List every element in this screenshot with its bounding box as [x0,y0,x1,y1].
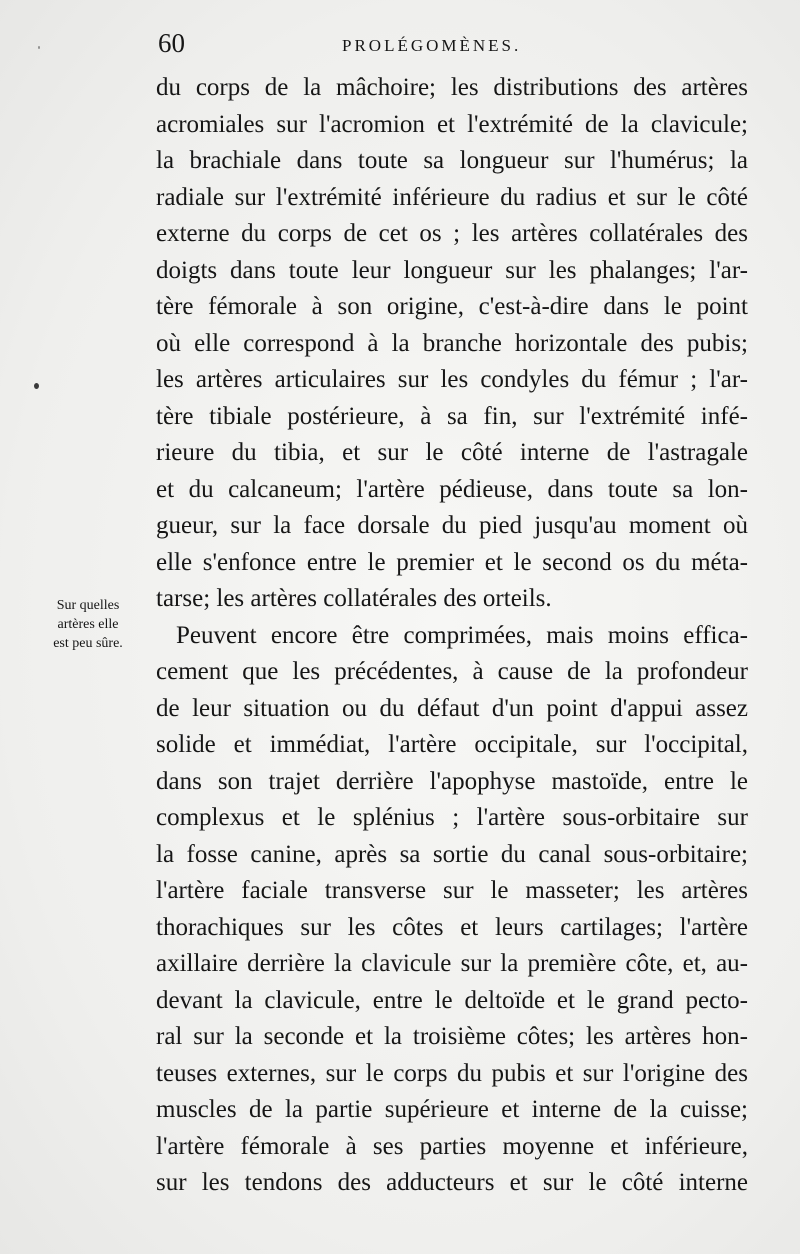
text-line: devant la clavicule, entre le deltoïde et le grand pecto- [156,986,748,1014]
paragraph-first-line: Peuvent encore être comprimées, mais moins effica- [176,621,748,649]
text-line: teuses externes, sur le corps du pubis et sur l'origine des [156,1059,748,1087]
text-line: gueur, sur la face dorsale du pied jusqu'au moment où [156,512,748,539]
text-line: solide et immédiat, l'artère occipitale, sur l'occipital, [156,731,748,758]
text-line: cement que les précédentes, à cause de la profondeur [156,658,748,685]
text-line: tère fémorale à son origine, c'est-à-dire dans le point [156,293,748,320]
text-line: doigts dans toute leur longueur sur les phalanges; l'ar- [156,256,748,284]
text-line: acromiales sur l'acromion et l'extrémité de la clavicule; [156,110,748,138]
text-line: ral sur la seconde et la troisième côtes; les artères hon- [156,1023,748,1050]
margin-note [28,596,148,653]
text-line: la brachiale dans toute sa longueur sur l'humérus; la [156,147,748,174]
text-line: les artères articulaires sur les condyles du fémur ; l'ar- [156,366,748,393]
text-line: axillaire derrière la clavicule sur la première côte, et, au- [156,950,748,977]
running-head [158,28,748,64]
margin-note-line: est peu sûre. [53,636,123,651]
margin-note-line: Sur quelles [56,598,120,613]
text-line: du corps de la mâchoire; les distributions des artères [156,74,748,101]
margin-note-line: artères elle [57,617,119,632]
text-line: elle s'enfonce entre le premier et le second os du méta- [156,548,748,576]
text-line: de leur situation ou du défaut d'un point d'appui assez [156,694,748,722]
text-line: radiale sur l'extrémité inférieure du radius et sur le côté [156,183,748,211]
text-line: complexus et le splénius ; l'artère sous-orbitaire sur [156,804,748,831]
body-text [156,70,748,1202]
text-line: muscles de la partie supérieure et interne de la cuisse; [156,1096,748,1123]
page-number: 60 [158,28,185,58]
text-line: sur les tendons des adducteurs et sur le côté interne [156,1169,748,1196]
ink-speck [38,46,40,49]
text-line: externe du corps de cet os ; les artères collatérales des [156,220,748,247]
text-line: et du calcaneum; l'artère pédieuse, dans toute sa lon- [156,475,748,503]
text-line: tarse; les artères collatérales des orteils. [156,585,552,612]
ink-speck [34,383,39,389]
running-title: PROLÉGOMÈNES. [342,36,522,55]
text-line: l'artère fémorale à ses parties moyenne et inférieure, [156,1132,748,1160]
text-line: thorachiques sur les côtes et leurs cartilages; l'artère [156,913,748,941]
text-line: rieure du tibia, et sur le côté interne de l'astragale [156,439,748,466]
text-line: où elle correspond à la branche horizontale des pubis; [156,329,748,357]
text-line: tère tibiale postérieure, à sa fin, sur l'extrémité infé- [156,402,748,430]
text-line: l'artère faciale transverse sur le masseter; les artères [156,877,748,904]
text-line: dans son trajet derrière l'apophyse mastoïde, entre le [156,767,748,795]
text-line: la fosse canine, après sa sortie du canal sous-orbitaire; [156,840,748,868]
